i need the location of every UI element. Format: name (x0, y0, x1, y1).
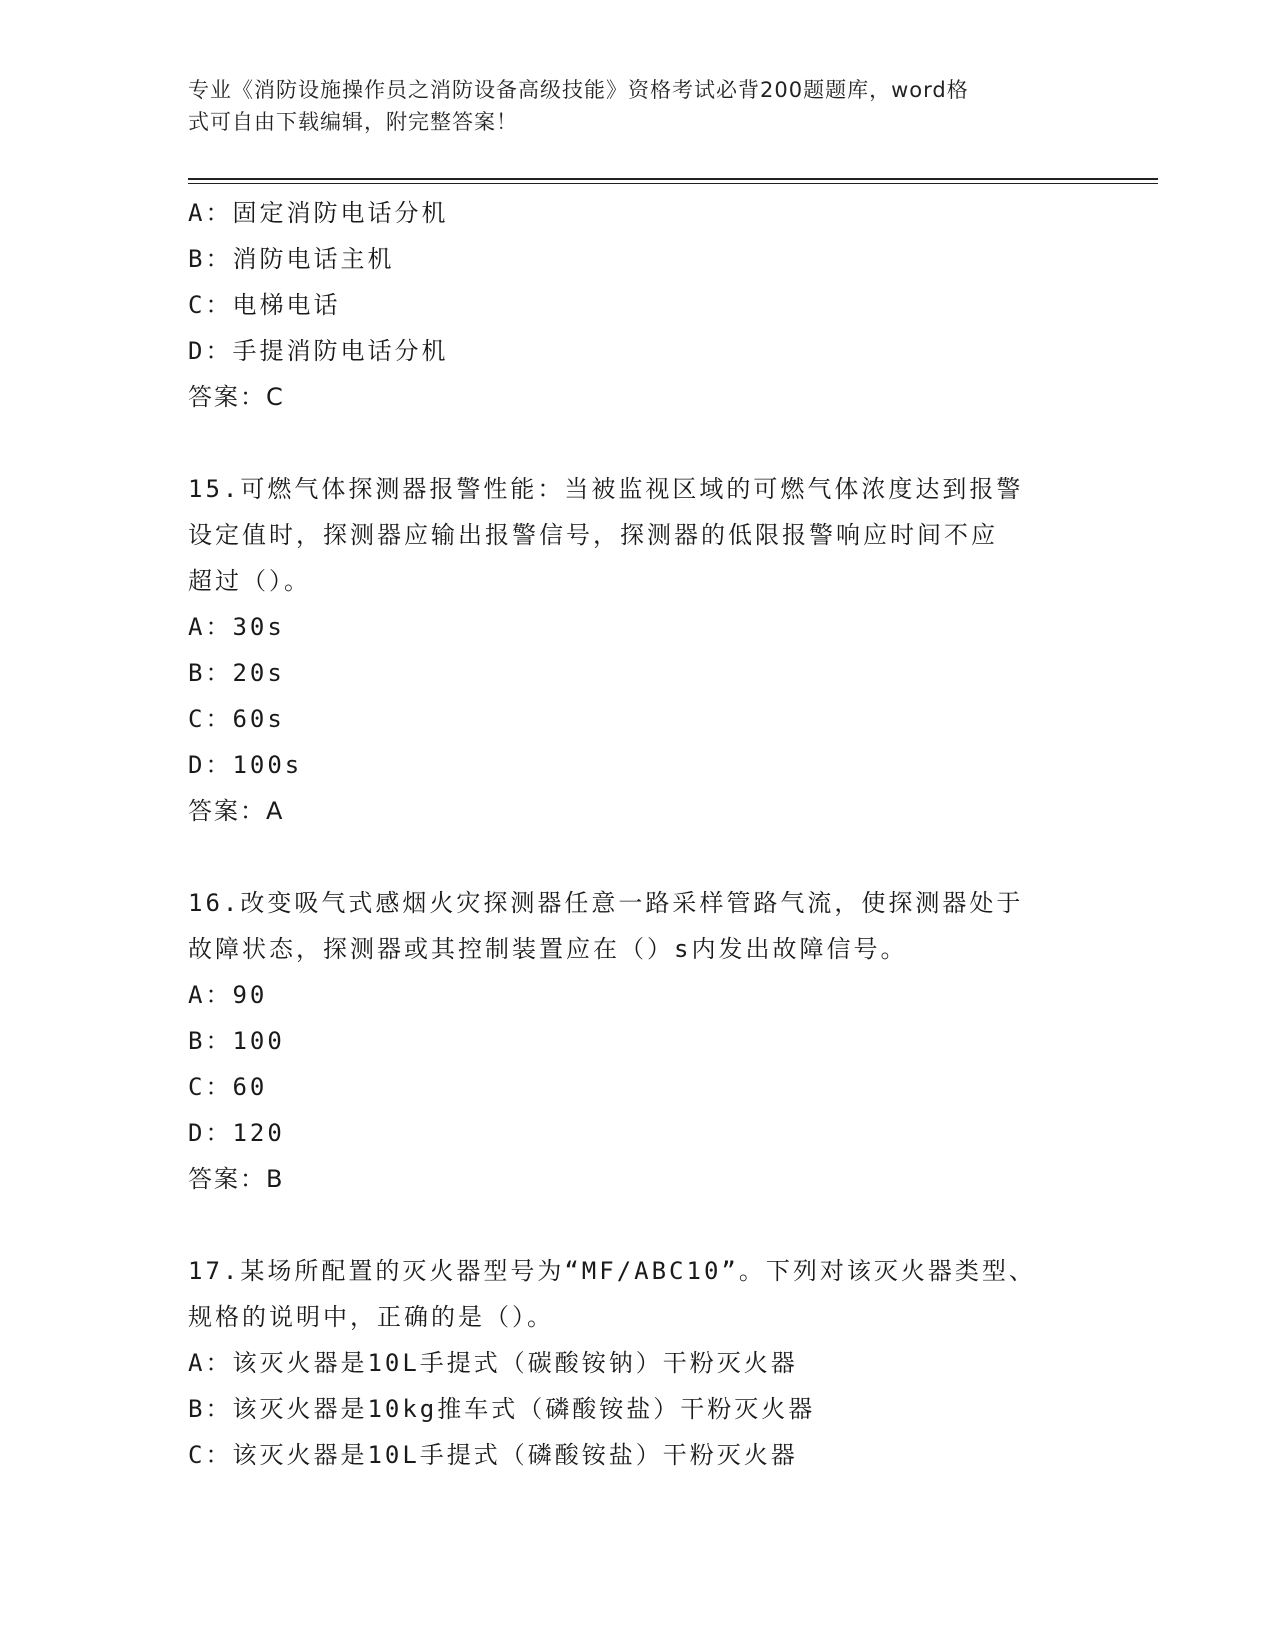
question-14 (188, 190, 1088, 420)
option-c: C：电梯电话 (188, 291, 341, 319)
question-stem-line: 故障状态，探测器或其控制装置应在（）s内发出故障信号。 (188, 935, 908, 963)
option-a: A：该灭火器是10L手提式（碳酸铵钠）干粉灭火器 (188, 1349, 798, 1377)
option-b: B：20s (188, 659, 285, 687)
option-b: B：该灭火器是10kg推车式（磷酸铵盐）干粉灭火器 (188, 1395, 816, 1423)
option-d: D：手提消防电话分机 (188, 337, 449, 365)
header-line-2: 式可自由下载编辑，附完整答案！ (188, 110, 518, 134)
question-stem-line: 设定值时，探测器应输出报警信号，探测器的低限报警响应时间不应 (188, 521, 998, 549)
question-stem-line: 规格的说明中，正确的是（）。 (188, 1303, 554, 1331)
option-a: A：90 (188, 981, 268, 1009)
option-a: A：30s (188, 613, 285, 641)
question-stem-line: 17.某场所配置的灭火器型号为“MF/ABC10”。下列对该灭火器类型、 (188, 1257, 1036, 1285)
header-line-1: 专业《消防设施操作员之消防设备高级技能》资格考试必背200题题库，word格 (188, 78, 969, 102)
question-list (188, 190, 1088, 1478)
option-b: B：消防电话主机 (188, 245, 395, 273)
option-c: C：该灭火器是10L手提式（磷酸铵盐）干粉灭火器 (188, 1441, 798, 1469)
option-c: C：60s (188, 705, 285, 733)
option-d: D：100s (188, 751, 303, 779)
question-stem-line: 超过（）。 (188, 567, 311, 595)
answer: 答案：A (188, 797, 285, 825)
option-b: B：100 (188, 1027, 285, 1055)
answer: 答案：C (188, 383, 285, 411)
question-17 (188, 1248, 1088, 1478)
option-a: A：固定消防电话分机 (188, 199, 449, 227)
option-d: D：120 (188, 1119, 285, 1147)
header-rule-thick (188, 178, 1158, 180)
header-rule-thin (188, 183, 1158, 184)
answer: 答案：B (188, 1165, 285, 1193)
document-header (188, 74, 1068, 138)
question-stem-line: 15.可燃气体探测器报警性能：当被监视区域的可燃气体浓度达到报警 (188, 475, 1024, 503)
question-15 (188, 466, 1088, 834)
question-16 (188, 880, 1088, 1202)
option-c: C：60 (188, 1073, 268, 1101)
question-stem-line: 16.改变吸气式感烟火灾探测器任意一路采样管路气流，使探测器处于 (188, 889, 1024, 917)
